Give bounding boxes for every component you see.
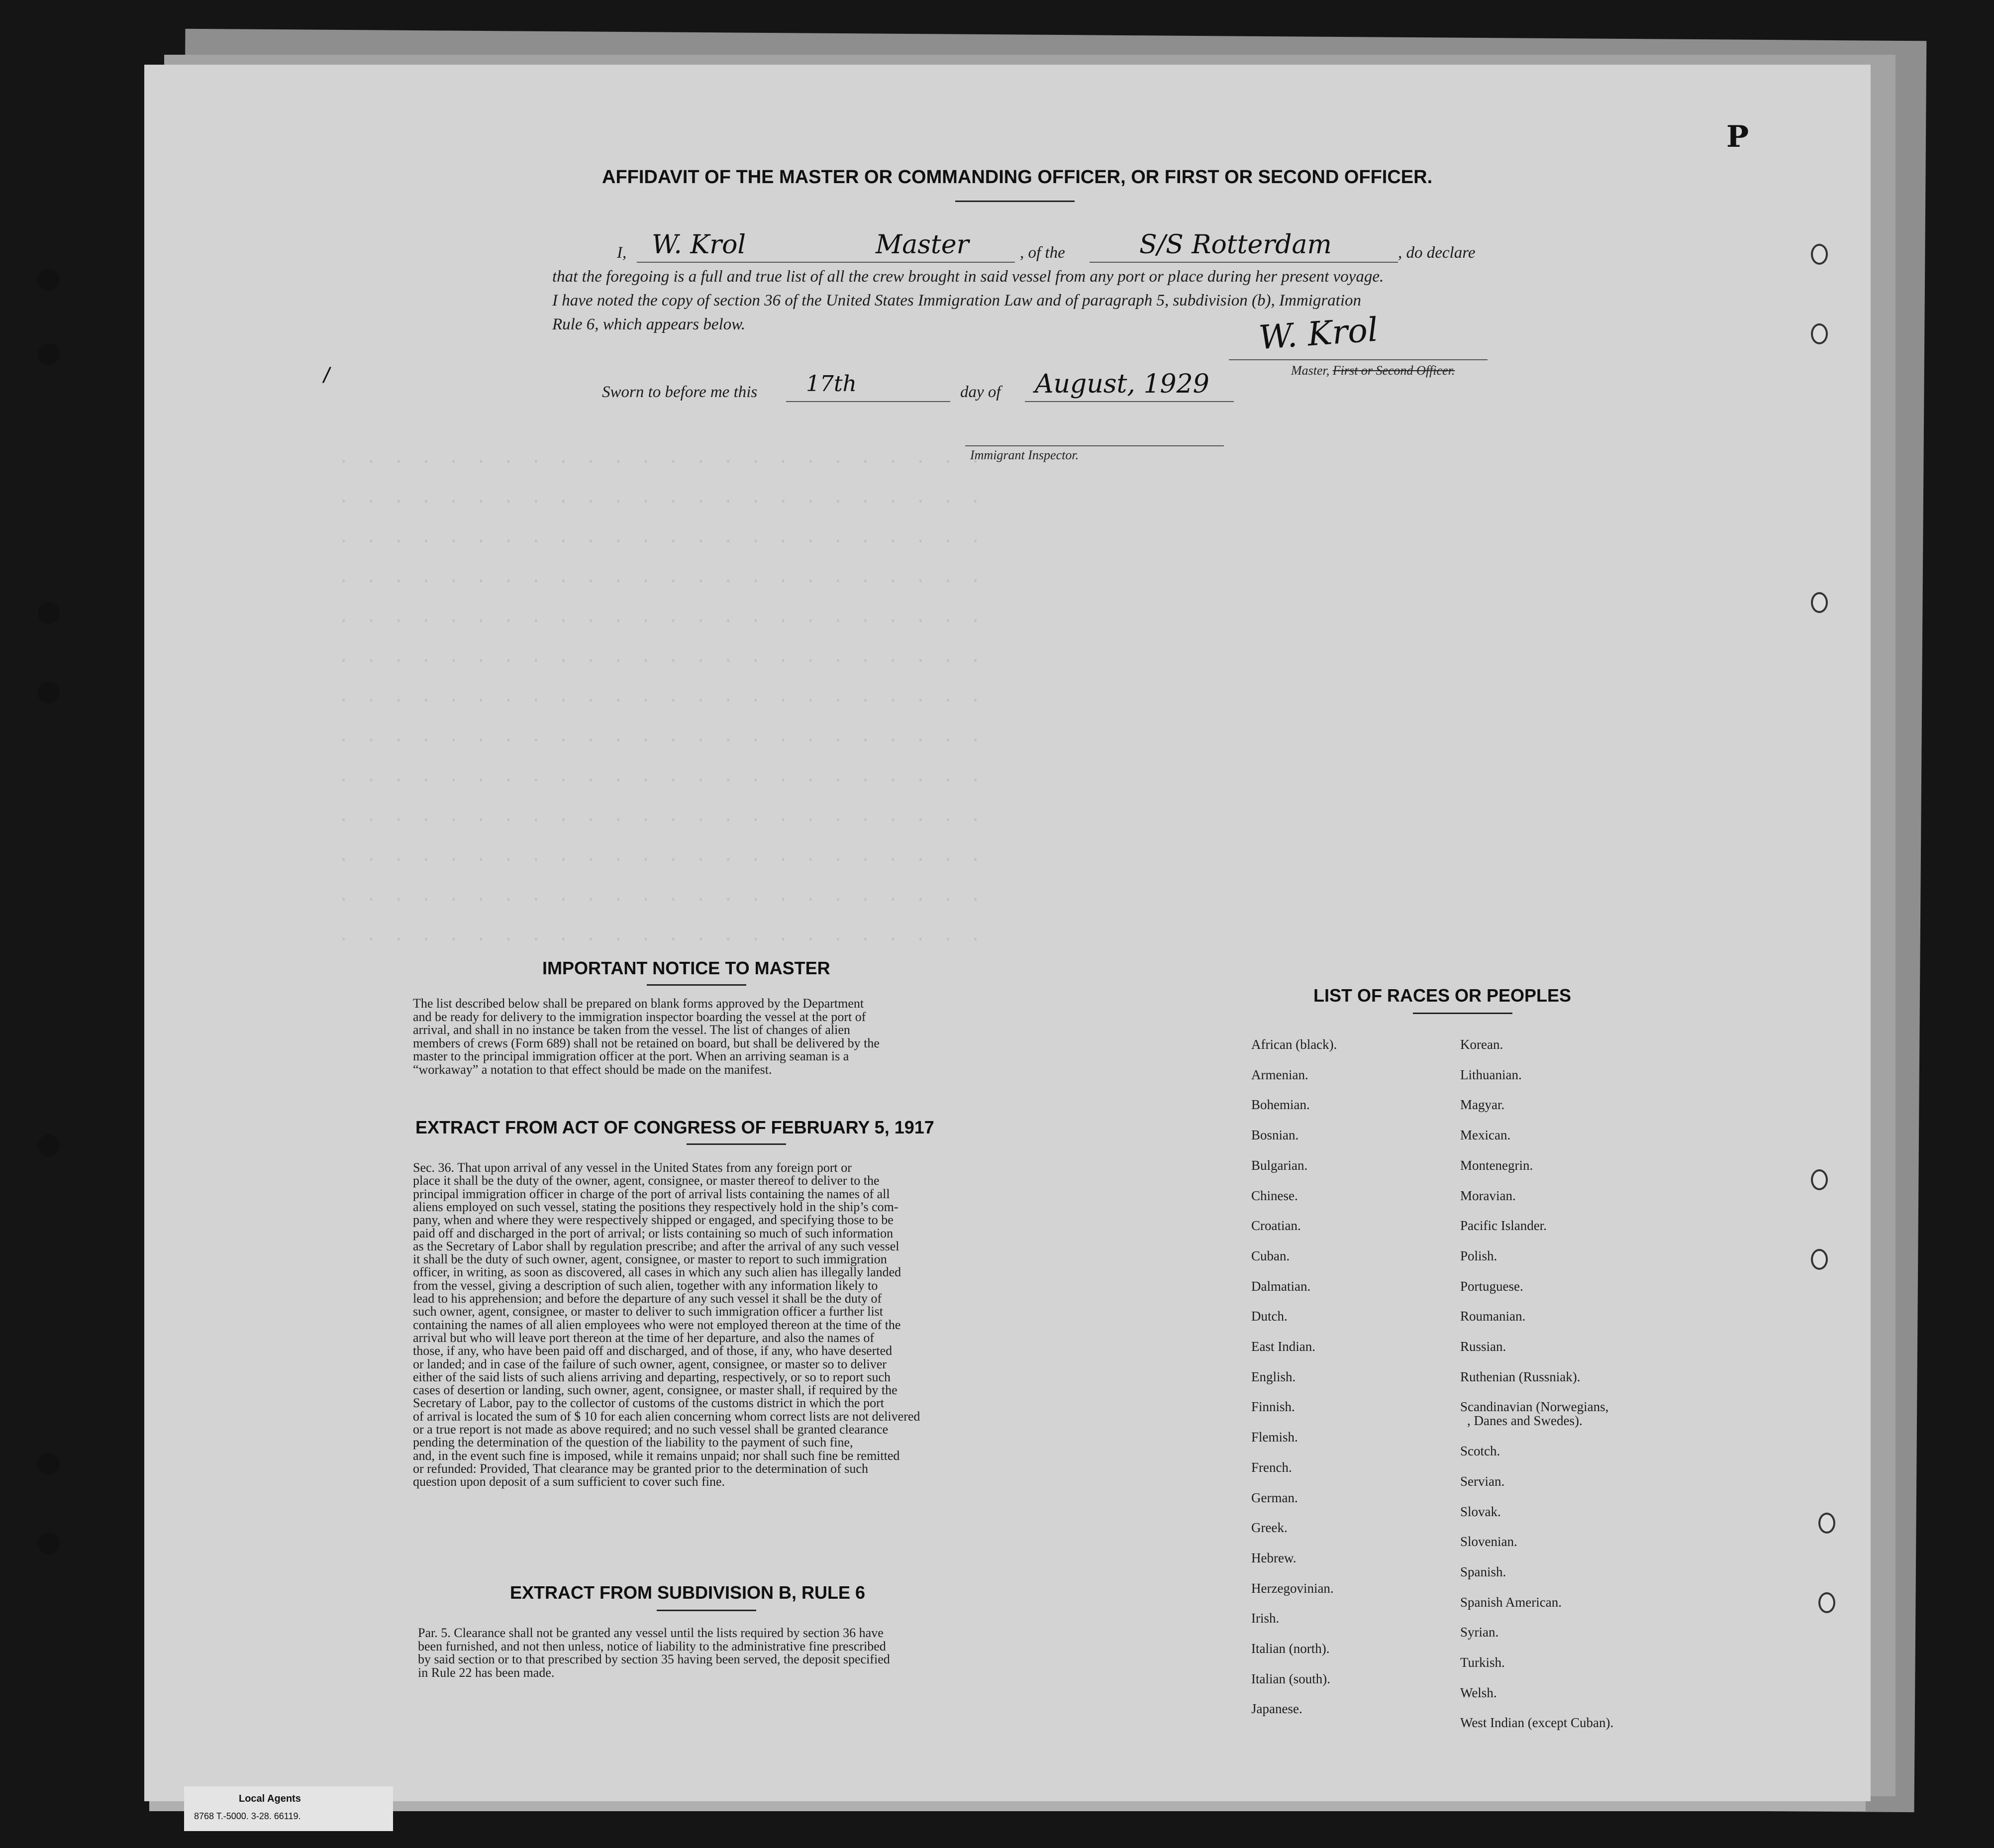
master-signature: W. Krol — [1257, 310, 1380, 357]
race-item: Spanish. — [1460, 1564, 1506, 1579]
act-line: or refunded: Provided, That clearance may be granted prior to the determination of such — [413, 1461, 868, 1476]
notice-line: arrival, and shall in no instance be taken from the vessel. The list of changes of alien — [413, 1023, 850, 1037]
sworn-day: 17th — [806, 371, 857, 397]
signature-caption-prefix: Master, — [1291, 363, 1330, 378]
race-item: Bosnian. — [1251, 1128, 1299, 1143]
act-line: and, in the event such fine is imposed, while it remains unpaid; nor shall such fine be remitted — [413, 1448, 900, 1463]
sworn-prefix: Sworn to before me this — [602, 383, 758, 401]
notice-title-rule — [647, 984, 746, 986]
act-line: Secretary of Labor, pay to the collector of customs of the customs district in which the port — [413, 1396, 884, 1411]
signature-caption — [1291, 363, 1455, 378]
binder-ring — [1818, 1513, 1835, 1534]
rule-title-rule — [657, 1610, 756, 1611]
rule-line: Par. 5. Clearance shall not be granted any vessel until the lists required by section 36 have — [418, 1626, 884, 1640]
affidavit-line-1-prefix: I, — [617, 244, 627, 262]
rule-line: been furnished, and not then unless, notice of liability to the administrative fine prescribed — [418, 1639, 886, 1653]
punch-hole — [38, 1134, 60, 1156]
pencil-mark: / — [323, 363, 330, 388]
act-line: pending the determination of the question of the liability to the payment of such fine, — [413, 1435, 853, 1450]
affidavit-line-2: that the foregoing is a full and true list of all the crew brought in said vessel from any port or place during her present voyage. — [552, 268, 1384, 286]
race-item: Herzegovinian. — [1251, 1580, 1334, 1596]
pencil-mark: P — [1726, 119, 1749, 154]
race-item: Hebrew. — [1251, 1550, 1296, 1565]
act-line: lead to his apprehension; and before the departure of any such vessel it shall be the duty of — [413, 1291, 882, 1306]
day-fill-line — [786, 401, 950, 402]
act-line: pany, when and where they were respectively shipped or engaged, and specifying those to be — [413, 1213, 894, 1228]
act-title-rule — [687, 1143, 786, 1145]
vessel-fill-line — [1090, 262, 1398, 263]
notice-line: master to the principal immigration officer at the port. When an arriving seaman is a — [413, 1049, 849, 1063]
signature-caption-struck: First or Second Officer. — [1332, 363, 1455, 378]
affidavit-line-3: I have noted the copy of section 36 of the United States Immigration Law and of paragraph 5, subdivision (b), Immigration — [552, 292, 1362, 309]
affidavit-rank: Master — [876, 230, 969, 260]
notice-line: members of crews (Form 689) shall not be retained on board, but shall be delivered by the — [413, 1035, 880, 1050]
binder-ring — [1811, 1249, 1828, 1270]
race-item: Russian. — [1460, 1339, 1506, 1354]
affidavit-title-rule — [955, 201, 1075, 202]
race-item: Montenegrin. — [1460, 1157, 1533, 1173]
affidavit-title: AFFIDAVIT OF THE MASTER OR COMMANDING OFFICER, OR FIRST OR SECOND OFFICER. — [602, 167, 1433, 188]
month-fill-line — [1025, 401, 1234, 402]
binder-ring — [1811, 323, 1828, 344]
race-item: Syrian. — [1460, 1625, 1499, 1640]
act-line: arrival but who will leave port thereon at the time of her departure, and also the names of — [413, 1330, 874, 1345]
act-line: from the vessel, giving a description of such alien, together with any information likely to — [413, 1278, 878, 1293]
race-item: Portuguese. — [1460, 1278, 1523, 1294]
race-item: Dutch. — [1251, 1309, 1288, 1324]
race-item: Magyar. — [1460, 1097, 1505, 1113]
affidavit-master-name: W. Krol — [652, 230, 746, 260]
binder-ring — [1811, 592, 1828, 613]
sworn-dayof: day of — [960, 383, 1001, 401]
signature-line — [1229, 359, 1488, 360]
race-item: Croatian. — [1251, 1218, 1301, 1233]
race-item: Scotch. — [1460, 1443, 1500, 1459]
race-item: West Indian (except Cuban). — [1460, 1715, 1614, 1731]
race-item: Bohemian. — [1251, 1097, 1310, 1113]
inspector-caption: Immigrant Inspector. — [970, 448, 1079, 462]
rule-line: by said section or to that prescribed by section 35 having been served, the deposit specified — [418, 1652, 890, 1666]
affidavit-line-4: Rule 6, which appears below. — [552, 315, 746, 333]
race-item: Spanish American. — [1460, 1594, 1562, 1610]
race-item: Chinese. — [1251, 1188, 1298, 1203]
rule-line: in Rule 22 has been made. — [418, 1665, 555, 1680]
act-line: or landed; and in case of the failure of such owner, agent, consignee, or master so to deliver — [413, 1356, 887, 1371]
affidavit-line-1-suffix: , do declare — [1398, 244, 1476, 262]
race-item: Italian (south). — [1251, 1671, 1330, 1686]
act-line: as the Secretary of Labor shall by regulation prescribe; and after the arrival of any such vessel — [413, 1238, 899, 1253]
punch-hole — [38, 602, 60, 624]
act-line: those, if any, who have been paid off and discharged, and of those, if any, who have deserted — [413, 1343, 893, 1358]
rule-title: EXTRACT FROM SUBDIVISION B, RULE 6 — [510, 1582, 866, 1603]
race-item: Moravian. — [1460, 1188, 1516, 1203]
race-item: Korean. — [1460, 1037, 1503, 1052]
affidavit-vessel-name: S/S Rotterdam — [1139, 230, 1332, 260]
race-item: Polish. — [1460, 1248, 1497, 1263]
binder-ring — [1811, 244, 1828, 265]
inspector-signature-line — [965, 445, 1224, 446]
race-item: Slovak. — [1460, 1504, 1501, 1519]
race-item: Armenian. — [1251, 1067, 1308, 1082]
races-title-rule — [1413, 1013, 1512, 1014]
act-line: containing the names of all alien employees who were not employed thereon at the time of the — [413, 1317, 901, 1332]
act-title: EXTRACT FROM ACT OF CONGRESS OF FEBRUARY 5, 1917 — [415, 1117, 934, 1137]
race-item: Scandinavian (Norwegians, — [1460, 1399, 1609, 1415]
race-item: Turkish. — [1460, 1655, 1505, 1670]
race-item: Ruthenian (Russniak). — [1460, 1369, 1581, 1384]
act-line: officer, in writing, as soon as discovered, all cases in which any such alien has illegally landed — [413, 1265, 901, 1280]
race-item: English. — [1251, 1369, 1296, 1384]
printer-label — [184, 1786, 393, 1831]
act-line: principal immigration officer in charge of the port of arrival lists containing the names of all — [413, 1186, 890, 1201]
sworn-month-year: August, 1929 — [1035, 369, 1209, 399]
act-line: aliens employed on such vessel, stating the positions they respectively hold in the ship’s com- — [413, 1199, 898, 1214]
race-item: Welsh. — [1460, 1685, 1497, 1700]
race-item: Slovenian. — [1460, 1534, 1517, 1549]
race-item: Cuban. — [1251, 1248, 1290, 1263]
act-line: paid off and discharged in the port of arrival; or lists containing so much of such information — [413, 1226, 894, 1240]
race-item: Flemish. — [1251, 1430, 1298, 1445]
affidavit-of-the: , of the — [1020, 244, 1065, 262]
race-item: Irish. — [1251, 1611, 1280, 1626]
act-line: either of the said lists of such aliens arriving and departing, respectively, or so to report such — [413, 1369, 891, 1384]
race-item: Servian. — [1460, 1473, 1505, 1489]
race-item: Pacific Islander. — [1460, 1218, 1547, 1233]
race-item: African (black). — [1251, 1037, 1337, 1052]
punch-hole — [38, 1533, 60, 1554]
binder-ring — [1811, 1169, 1828, 1190]
race-item: Finnish. — [1251, 1399, 1295, 1415]
race-item: Mexican. — [1460, 1128, 1511, 1143]
race-item: French. — [1251, 1459, 1292, 1475]
race-item: Japanese. — [1251, 1701, 1302, 1717]
notice-line: and be ready for delivery to the immigration inspector boarding the vessel at the port of — [413, 1009, 866, 1024]
local-agents-label: Local Agents — [239, 1793, 301, 1804]
race-item: Lithuanian. — [1460, 1067, 1522, 1082]
act-line: question upon deposit of a sum sufficient to cover such fine. — [413, 1474, 725, 1489]
race-item: , Danes and Swedes). — [1467, 1413, 1583, 1429]
punch-hole — [38, 269, 60, 291]
race-item: German. — [1251, 1490, 1298, 1505]
race-item: Dalmatian. — [1251, 1278, 1311, 1294]
act-line: cases of desertion or landing, such owner, agent, consignee, or master shall, if required by the — [413, 1383, 897, 1398]
race-item: Italian (north). — [1251, 1641, 1330, 1656]
race-item: Roumanian. — [1460, 1309, 1526, 1324]
races-title: LIST OF RACES OR PEOPLES — [1313, 985, 1572, 1006]
act-line: it shall be the duty of such owner, agent, consignee, or master to report to such immigration — [413, 1252, 887, 1267]
race-item: Greek. — [1251, 1520, 1288, 1536]
binder-ring — [1818, 1592, 1835, 1613]
notice-line: “workaway” a notation to that effect should be made on the manifest. — [413, 1062, 772, 1077]
act-line: of arrival is located the sum of $ 10 for each alien concerning whom correct lists are not delivered — [413, 1409, 920, 1424]
race-item: East Indian. — [1251, 1339, 1315, 1354]
punch-hole — [38, 682, 60, 704]
act-line: Sec. 36. That upon arrival of any vessel in the United States from any foreign port or — [413, 1160, 852, 1175]
name-fill-line — [637, 262, 1015, 263]
act-line: place it shall be the duty of the owner, agent, consignee, or master thereof to deliver to the — [413, 1173, 880, 1188]
notice-title: IMPORTANT NOTICE TO MASTER — [542, 958, 830, 978]
punch-hole — [38, 343, 60, 365]
act-line: such owner, agent, consignee, or master to deliver to such immigration officer a further list — [413, 1304, 884, 1319]
notice-line: The list described below shall be prepared on blank forms approved by the Department — [413, 996, 864, 1011]
print-code: 8768 T.-5000. 3-28. 66119. — [194, 1811, 301, 1821]
act-line: or a true report is not made as above required; and no such vessel shall be granted clearance — [413, 1422, 889, 1437]
punch-hole — [38, 1453, 60, 1475]
race-item: Bulgarian. — [1251, 1157, 1308, 1173]
